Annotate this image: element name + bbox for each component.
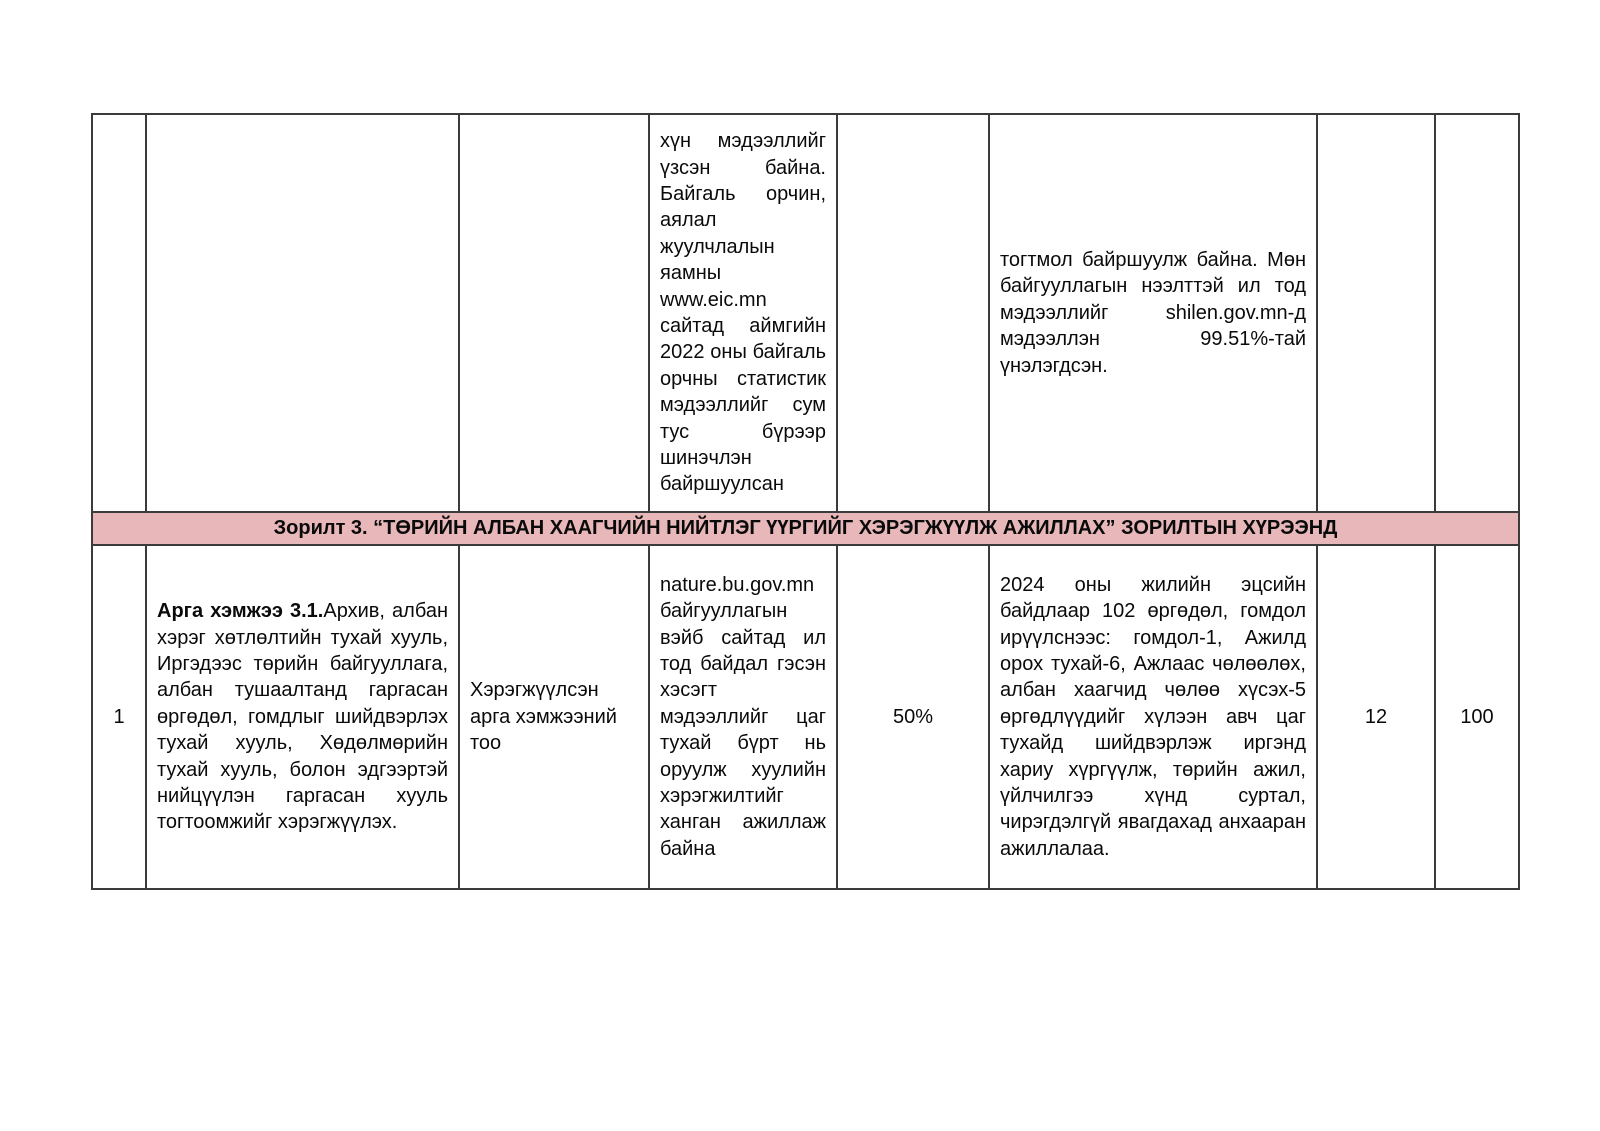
count-cell: 12 — [1317, 545, 1435, 889]
section-header-title: Зорилт 3. “ТӨРИЙН АЛБАН ХААГЧИЙН НИЙТЛЭГ ҮҮРГИЙГ ХЭРЭГЖҮҮЛЖ АЖИЛЛАХ” ЗОРИЛТЫН ХҮРЭЭНД — [92, 512, 1519, 545]
carryover-score-cell — [1435, 114, 1519, 512]
percent-cell: 50% — [837, 545, 989, 889]
measure-text: Архив, албан хэрэг хөтлөлтийн тухай хууль, Иргэдээс төрийн байгууллага, албан тушаалтанд гаргасан өргөдөл, гомдлыг шийдвэрлэх тухай хууль, Хөдөлмөрийн тухай хууль, болон эдгээртэй нийцүүлэн гаргасан хууль тогтоомжийг хэрэгжүүлэх. — [157, 600, 448, 834]
carryover-percent-cell — [837, 114, 989, 512]
carryover-row — [92, 114, 1519, 512]
carryover-count-cell — [1317, 114, 1435, 512]
score-cell: 100 — [1435, 545, 1519, 889]
section-header-row — [92, 512, 1519, 545]
carryover-indicator-cell — [459, 114, 649, 512]
carryover-measure-cell — [146, 114, 459, 512]
row-number: 1 — [92, 545, 146, 889]
result-cell: 2024 оны жилийн эцсийн байдлаар 102 өргөдөл, гомдол ирүүлснээс: гомдол-1, Ажилд орох тухай-6, Ажлаас чөлөөлөх, албан хаагчид чөлөө хүсэх-5 өргөдлүүдийг хүлээн авч цаг тухайд шийдвэрлэж иргэнд хариу хүргүүлж, төрийн ажил, үйлчилгээ хүнд суртал, чирэгдэлгүй явагдахад анхааран ажиллалаа. — [989, 545, 1317, 889]
measure-description-cell — [146, 545, 459, 889]
indicator-cell: Хэрэгжүүлсэн арга хэмжээний тоо — [459, 545, 649, 889]
report-table — [91, 113, 1520, 890]
carryover-website-cell: хүн мэдээллийг үзсэн байна. Байгаль орчин, аялал жуулчлалын яамны www.eic.mn сайтад аймгийн 2022 оны байгаль орчны статистик мэдээллийг сум тус бүрээр шинэчлэн байршуулсан — [649, 114, 837, 512]
carryover-transparency-cell: тогтмол байршуулж байна. Мөн байгууллагын нээлттэй ил тод мэдээллийг shilen.gov.mn-д мэдээллэн 99.51%-тай үнэлэгдсэн. — [989, 114, 1317, 512]
carryover-number-cell — [92, 114, 146, 512]
measure-title: Арга хэмжээ 3.1. — [157, 600, 324, 623]
implementation-cell: nature.bu.gov.mn байгууллагын вэйб сайтад ил тод байдал гэсэн хэсэгт мэдээллийг цаг тухай бүрт нь оруулж хуулийн хэрэгжилтийг ханган ажиллаж байна — [649, 545, 837, 889]
measure-row — [92, 545, 1519, 889]
